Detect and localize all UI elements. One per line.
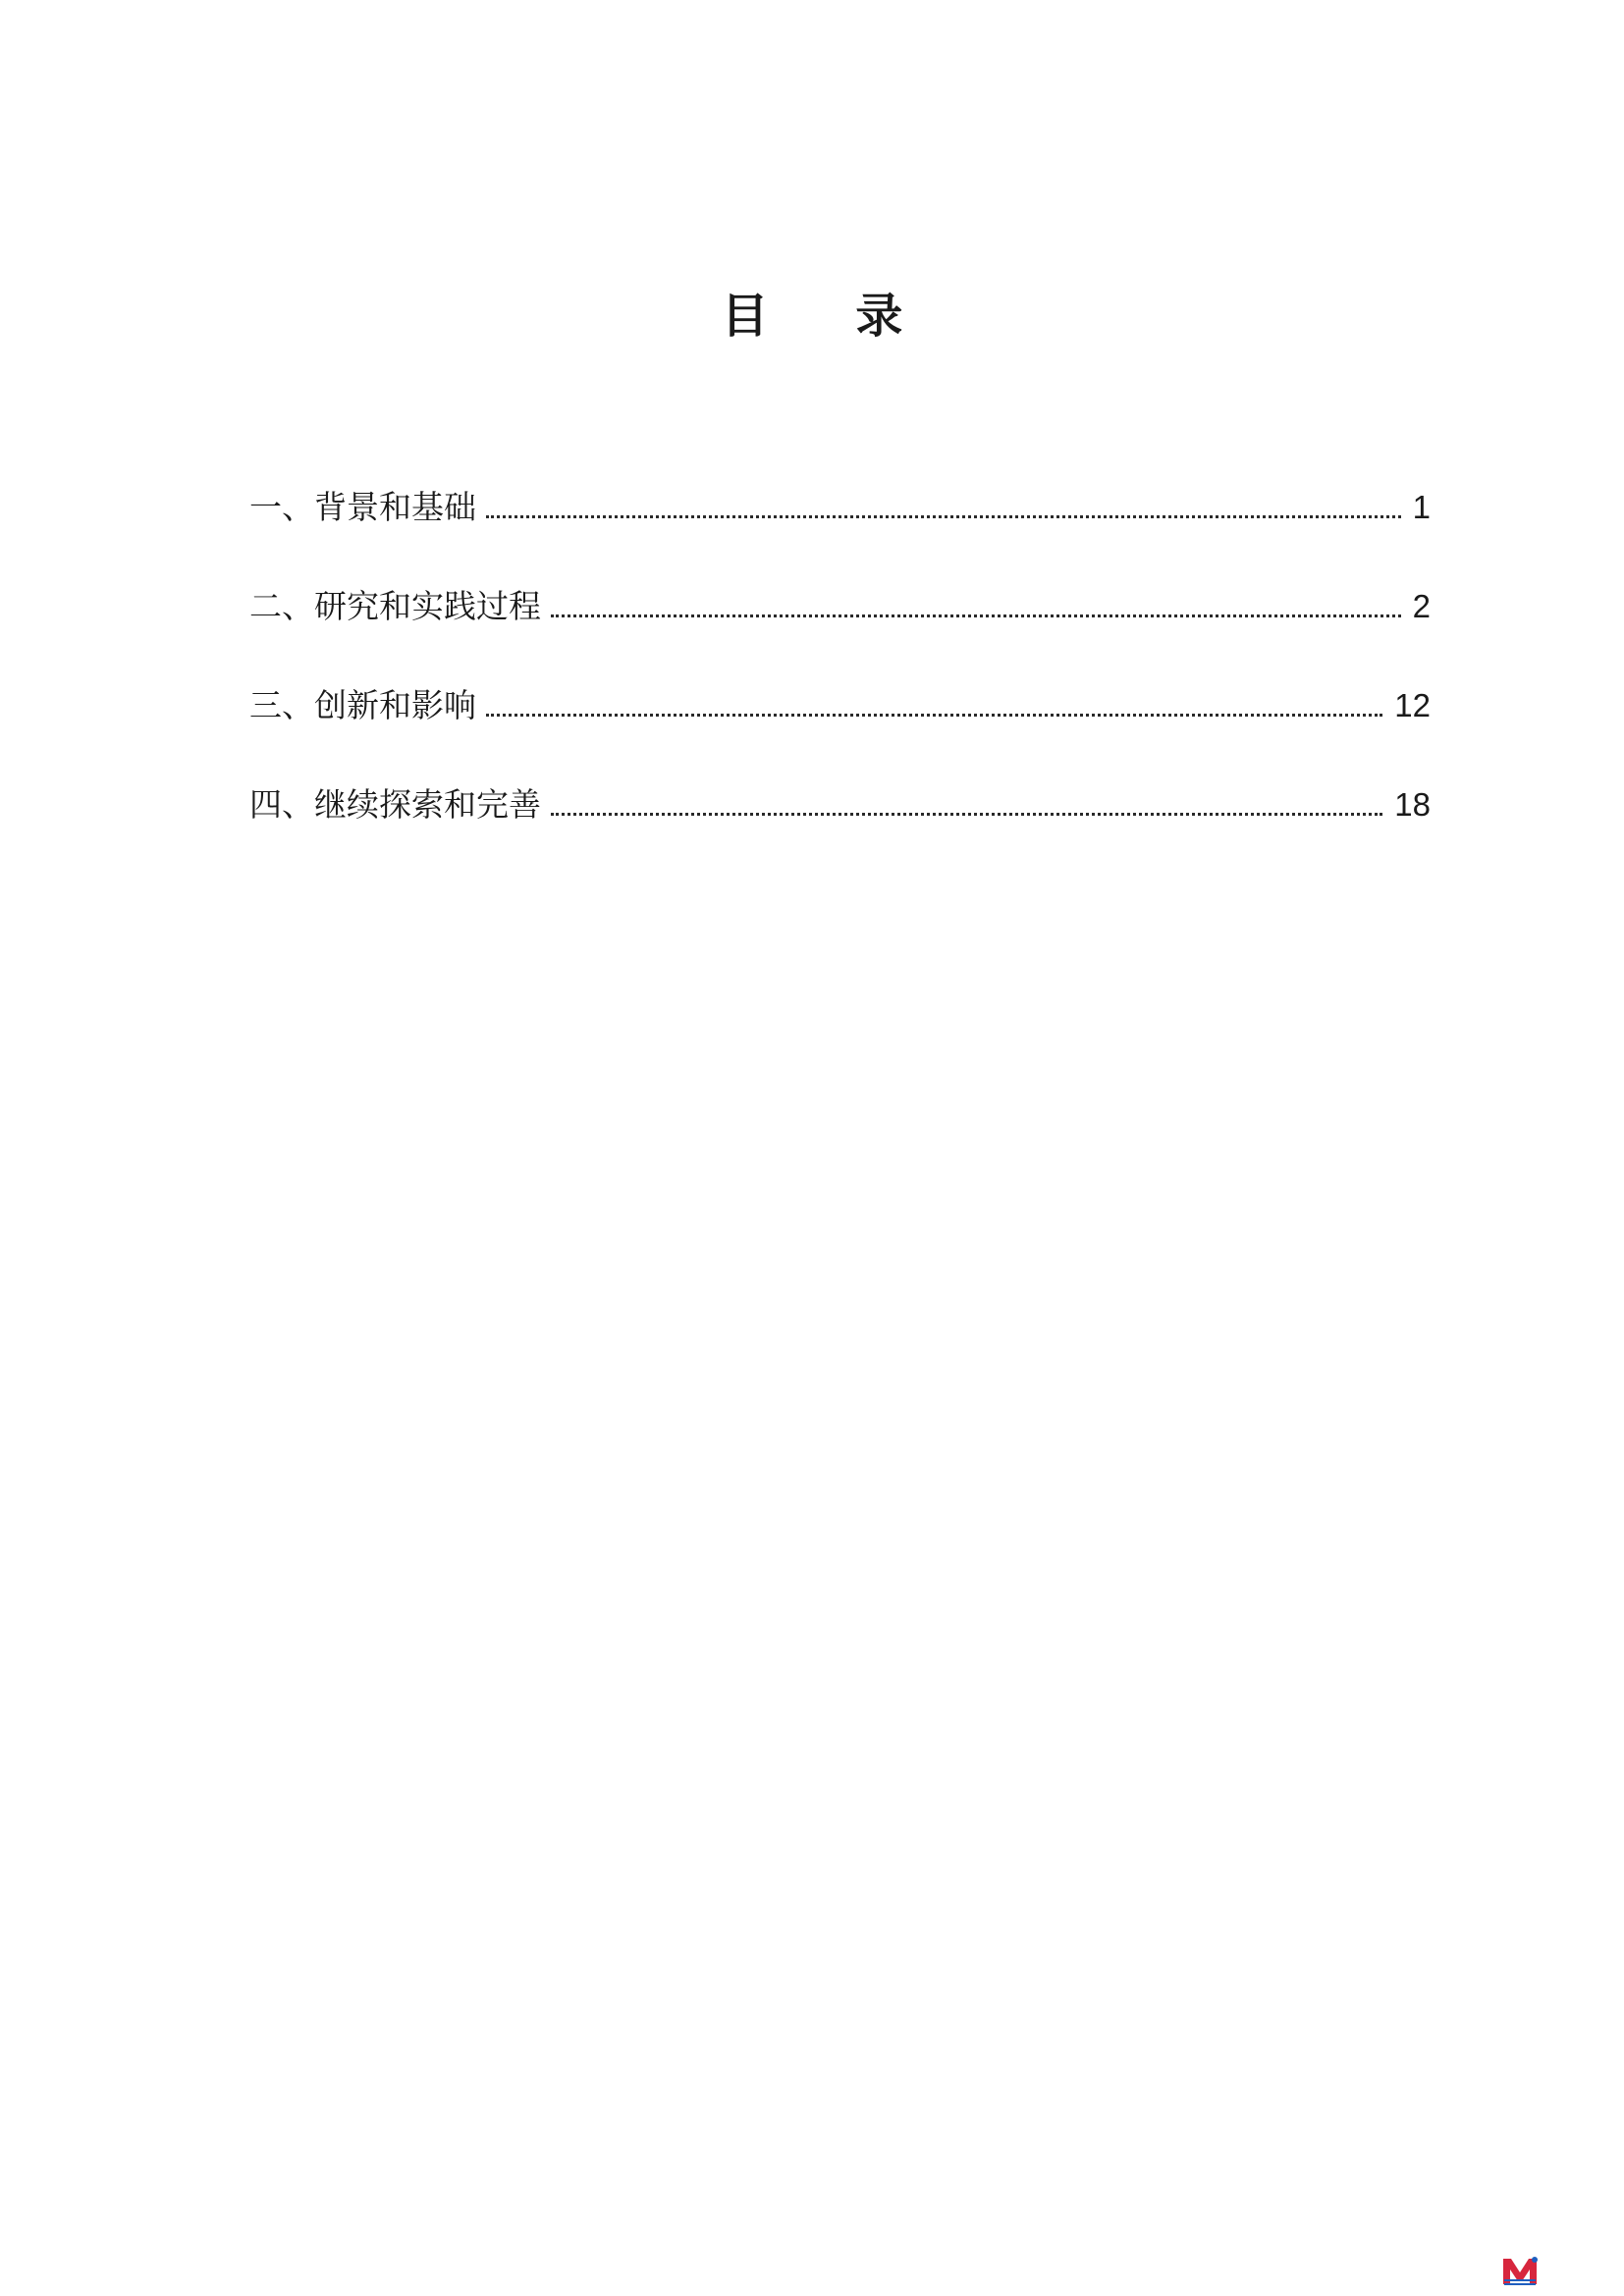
m-logo-icon: [1500, 2254, 1540, 2287]
toc-entry-4[interactable]: [249, 785, 1431, 887]
toc-dot-leader: [486, 711, 1382, 717]
toc-page-number: 1: [1412, 489, 1431, 525]
toc-dot-leader: [551, 612, 1401, 617]
toc-entry-label: 一、背景和基础: [249, 488, 476, 526]
page-title: 目 录: [721, 289, 939, 344]
toc-dot-leader: [551, 810, 1382, 816]
toc-entry-1[interactable]: [249, 488, 1431, 590]
toc-entry-label: 四、继续探索和完善: [249, 785, 541, 824]
toc-entry-label: 二、研究和实践过程: [249, 587, 541, 625]
table-of-contents: [249, 488, 1431, 887]
toc-entry-label: 三、创新和影响: [249, 686, 476, 724]
toc-entry-2[interactable]: [249, 587, 1431, 689]
toc-page-number: 2: [1412, 588, 1431, 624]
toc-page-number: 12: [1394, 687, 1431, 723]
toc-page-number: 18: [1394, 786, 1431, 823]
toc-dot-leader: [486, 512, 1401, 518]
toc-entry-3[interactable]: [249, 686, 1431, 788]
